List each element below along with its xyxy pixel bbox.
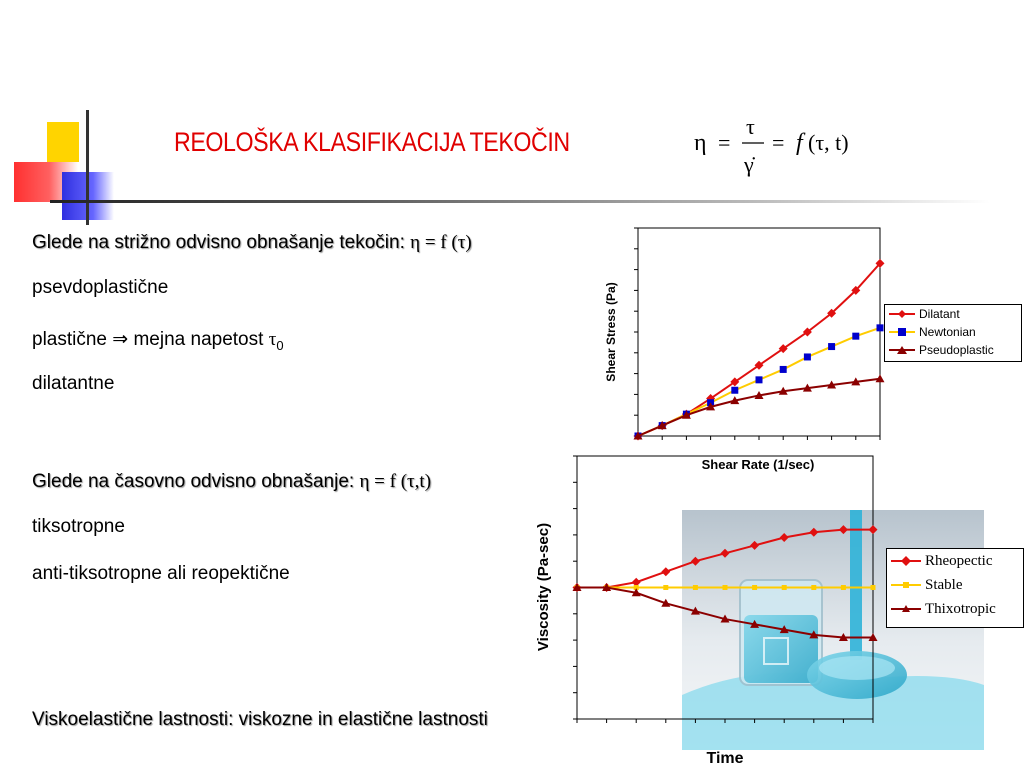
section1-item-plastic-prefix: plastične: [32, 329, 107, 350]
data-point-stable: [752, 585, 757, 590]
legend-label-thixotropic: Thixotropic: [925, 600, 996, 617]
section1-heading: Glede na strižno odvisno obnašanje tekočin: [32, 232, 400, 253]
legend-marker-rheopectic: [891, 556, 921, 566]
data-point-rheopectic: [869, 525, 878, 534]
viscosity-chart-ylabel: Viscosity (Pa-sec): [535, 522, 552, 652]
legend-item-thixotropic: [887, 597, 1023, 621]
viscosity-chart-xlabel: Time: [706, 750, 744, 767]
data-point-newtonian: [804, 353, 811, 360]
legend-marker-dilatant: [889, 309, 915, 319]
viscosity-chart: [528, 452, 888, 768]
data-point-newtonian: [877, 324, 884, 331]
formula-args: (τ, t): [808, 130, 849, 155]
tau-subscript: 0: [276, 337, 284, 353]
formula-equals-1: =: [718, 130, 731, 155]
shear-chart-ylabel: Shear Stress (Pa): [604, 282, 618, 382]
section1-heading-line: [32, 232, 472, 254]
section2-heading-line: [32, 471, 431, 493]
section1-item-dilatant: dilatantne: [32, 373, 115, 394]
legend-item-pseudoplastic: [885, 341, 1021, 359]
data-point-stable: [693, 585, 698, 590]
data-point-rheopectic: [721, 549, 730, 558]
decorative-vertical-line: [86, 110, 89, 225]
section1-item-pseudoplastic: psevdoplastične: [32, 277, 169, 298]
data-point-rheopectic: [809, 528, 818, 537]
section2-item-thixotropic: tiksotropne: [32, 516, 125, 537]
viscosity-formula: [690, 110, 870, 180]
section1-formula: η = f (τ): [410, 232, 472, 253]
section1-item-plastic: [32, 328, 284, 353]
data-point-stable: [782, 585, 787, 590]
decorative-yellow-square: [47, 122, 79, 162]
legend-item-dilatant: [885, 305, 1021, 323]
data-point-newtonian: [828, 343, 835, 350]
slide-title: REOLOŠKA KLASIFIKACIJA TEKOČIN: [174, 127, 570, 157]
legend-marker-newtonian: [889, 327, 915, 337]
formula-f: f: [796, 130, 803, 156]
data-point-newtonian: [780, 366, 787, 373]
legend-marker-thixotropic: [891, 604, 921, 614]
shear-chart-plot-area: [638, 228, 880, 436]
data-point-newtonian: [731, 387, 738, 394]
legend-item-stable: [887, 573, 1023, 597]
tau-symbol: τ: [268, 329, 277, 350]
shear-chart-legend: [884, 304, 1022, 362]
data-point-stable: [723, 585, 728, 590]
legend-label-pseudoplastic: Pseudoplastic: [919, 343, 994, 357]
legend-item-newtonian: [885, 323, 1021, 341]
shear-chart-xlabel: Shear Rate (1/sec): [701, 457, 815, 472]
data-point-rheopectic: [750, 541, 759, 550]
legend-item-rheopectic: [887, 549, 1023, 573]
data-point-stable: [663, 585, 668, 590]
data-point-newtonian: [852, 333, 859, 340]
section2-heading: Glede na časovno odvisno obnašanje: [32, 471, 349, 492]
legend-label-stable: Stable: [925, 576, 963, 593]
data-point-stable: [811, 585, 816, 590]
implies-arrow: ⇒: [112, 329, 129, 350]
legend-marker-pseudoplastic: [889, 345, 915, 355]
data-point-rheopectic: [780, 533, 789, 542]
data-point-stable: [871, 585, 876, 590]
legend-label-rheopectic: Rheopectic: [925, 552, 993, 569]
series-line-thixotropic: [577, 588, 873, 638]
section1-colon: :: [399, 232, 405, 253]
data-point-rheopectic: [839, 525, 848, 534]
section1-item-plastic-text: mejna napetost: [133, 329, 264, 350]
formula-eta: η: [694, 130, 707, 156]
legend-marker-stable: [891, 580, 921, 590]
legend-label-dilatant: Dilatant: [919, 307, 960, 321]
data-point-newtonian: [756, 376, 763, 383]
formula-tau: τ: [746, 114, 755, 139]
section2-formula: η = f (τ,t): [359, 471, 432, 492]
legend-label-newtonian: Newtonian: [919, 325, 976, 339]
viscoelastic-line: Viskoelastične lastnosti: viskozne in elastične lastnosti: [32, 709, 488, 730]
data-point-rheopectic: [691, 557, 700, 566]
section2-colon: :: [348, 471, 355, 492]
viscosity-chart-legend: [886, 548, 1024, 628]
decorative-horizontal-line: [50, 200, 990, 203]
data-point-rheopectic: [661, 567, 670, 576]
viscosity-chart-series-group: [573, 525, 878, 641]
formula-gamma-dot: γ̇: [744, 152, 754, 177]
data-point-stable: [841, 585, 846, 590]
section2-item-rheopectic: anti-tiksotropne ali reopektične: [32, 563, 290, 584]
formula-equals-2: =: [772, 130, 785, 155]
series-line-rheopectic: [577, 530, 873, 588]
